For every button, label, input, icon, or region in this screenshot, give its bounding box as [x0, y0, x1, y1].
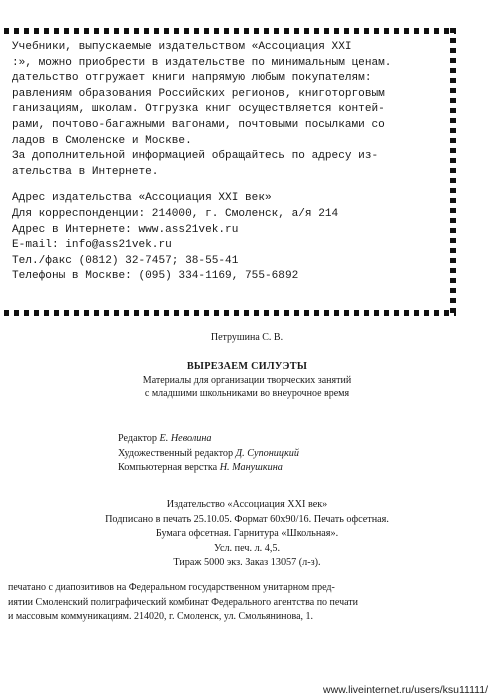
info-line: рами, почтово-багажными вагонами, почтовыми посылками со [12, 118, 385, 131]
contact-line: Телефоны в Москве: (095) 334-1169, 755-6892 [12, 270, 299, 283]
staff-role: Редактор [118, 433, 160, 444]
printer-line: и массовым коммуникациям. 214020, г. Смоленск, ул. Смольянинова, 1. [8, 611, 314, 622]
printer-line: печатано с диапозитивов на Федеральном государственном унитарном пред- [8, 582, 335, 593]
info-line: За дополнительной информацией обращайтесь по адресу из- [12, 150, 379, 163]
staff-row [118, 432, 299, 447]
watermark-url: www.liveinternet.ru/users/ksu11111/ [323, 684, 488, 696]
publication-details [0, 498, 494, 571]
info-line: ганизациям, школам. Отгрузка книг осуществляется контей- [12, 103, 385, 116]
contact-line: Адрес в Интернете: www.ass21vek.ru [12, 223, 239, 236]
staff-row [118, 461, 299, 476]
book-subtitle [0, 374, 494, 400]
contact-line: Тел./факс (0812) 32-7457; 38-55-41 [12, 254, 239, 267]
contact-line: Адрес издательства «Ассоциация XXI век» [12, 192, 272, 205]
publication-line: Тираж 5000 экз. Заказ 13057 (л-з). [173, 557, 321, 568]
publisher-info-box [4, 28, 456, 316]
staff-name: Е. Неволина [159, 433, 212, 444]
editorial-staff [118, 432, 299, 476]
info-line: дательство отгружает книги напрямую любым покупателям: [12, 72, 372, 85]
contact-line: E-mail: info@ass21vek.ru [12, 239, 172, 252]
author-name: Петрушина С. В. [210, 332, 284, 343]
dotted-border-bottom [4, 310, 456, 316]
staff-row [118, 447, 299, 462]
info-line: :», можно приобрести в издательстве по минимальным ценам. [12, 56, 392, 69]
publication-line: Бумага офсетная. Гарнитура «Школьная». [155, 528, 339, 539]
info-line: равлениям образования Российских регионов, книготорговым [12, 87, 385, 100]
publisher-info-text [12, 40, 448, 285]
publication-line: Подписано в печать 25.10.05. Формат 60х90/16. Печать офсетная. [105, 513, 389, 525]
publication-line: Издательство «Ассоциация XXI век» [166, 499, 328, 510]
info-line: Учебники, выпускаемые издательством «Ассоциация XXI [12, 41, 352, 53]
info-line: ательства в Интернете. [12, 165, 159, 178]
subtitle-line: с младшими школьниками во внеурочное время [144, 388, 350, 399]
staff-role: Компьютерная верстка [118, 462, 220, 473]
printer-info [8, 581, 478, 625]
staff-name: Д. Супоницкий [235, 447, 299, 459]
publication-line: Усл. печ. л. 4,5. [213, 542, 281, 554]
info-line: ладов в Смоленске и Москве. [12, 134, 192, 147]
book-title: ВЫРЕЗАЕМ СИЛУЭТЫ [186, 361, 308, 372]
printer-line: иятии Смоленский полиграфический комбинат Федерального агентства по печати [8, 596, 359, 608]
staff-role: Художественный редактор [118, 447, 236, 459]
contact-line: Для корреспонденции: 214000, г. Смоленск, а/я 214 [12, 207, 339, 220]
subtitle-line: Материалы для организации творческих занятий [142, 375, 352, 386]
dotted-border-top [4, 28, 456, 34]
dotted-border-right [450, 28, 456, 316]
staff-name: Н. Манушкина [219, 462, 283, 473]
